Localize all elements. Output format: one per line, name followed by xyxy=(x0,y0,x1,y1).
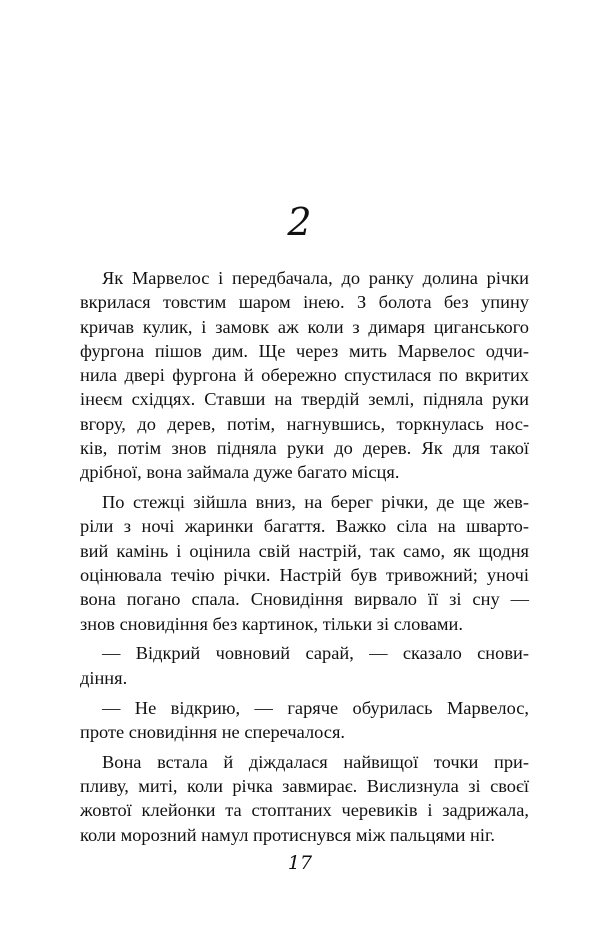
text-line: вгору, до дерев, потім, нагнувшись, торкнулась нос- xyxy=(80,413,529,434)
text-line: дрібної, вона займала дуже багато місця. xyxy=(80,462,400,483)
text-line: діння. xyxy=(80,667,128,688)
text-line: проте сновидіння не сперечалося. xyxy=(80,721,346,742)
text-line: — Відкрий човновий сарай, — сказало снови- xyxy=(102,643,529,664)
chapter-number: 2 xyxy=(287,200,313,244)
text-line: вона погано спала. Сновидіння вирвало її зі сну — xyxy=(80,589,529,610)
paragraph xyxy=(80,696,529,745)
text-line: Вона встала й діждалася найвищої точки при- xyxy=(102,751,529,772)
text-line: жовтої клейонки та стоптаних черевиків і задрижала, xyxy=(80,800,529,821)
page-number: 17 xyxy=(287,852,313,874)
text-line: оцінювала течію річки. Настрій був тривожний; уночі xyxy=(80,565,529,586)
text-line: фургона пішов дим. Ще через мить Марвелос одчи- xyxy=(80,340,529,361)
paragraph xyxy=(80,266,529,485)
paragraph xyxy=(80,750,529,847)
text-line: вкрилася товстим шаром інею. З болота без упину xyxy=(80,292,529,313)
text-line: кричав кулик, і замовк аж коли з димаря циганського xyxy=(80,316,529,337)
text-line: — Не відкрию, — гаряче обурилась Марвелос, xyxy=(102,697,529,718)
text-line: інеєм східцях. Ставши на твердій землі, підняла руки xyxy=(80,389,529,410)
text-line: коли морозний намул протиснувся між пальцями ніг. xyxy=(80,824,496,845)
text-line: нила двері фургона й обережно спустилася по вкритих xyxy=(80,365,529,386)
text-line: По стежці зійшла вниз, на берег річки, де ще жев- xyxy=(102,492,529,513)
text-line: пливу, миті, коли річка завмирає. Вислизнула зі своєї xyxy=(80,775,529,796)
text-line: Як Марвелос і передбачала, до ранку долина річки xyxy=(102,268,529,288)
body-text xyxy=(80,266,529,852)
text-line: знов сновидіння без картинок, тільки зі словами. xyxy=(80,613,463,634)
text-line: вий камінь і оцінила свій настрій, так само, як щодня xyxy=(80,540,529,561)
paragraph xyxy=(80,641,529,690)
text-line: ріли з ночі жаринки багаття. Важко сіла на шварто- xyxy=(80,516,529,537)
text-line: ків, потім знов підняла руки до дерев. Як для такої xyxy=(80,438,529,459)
paragraph xyxy=(80,490,529,636)
